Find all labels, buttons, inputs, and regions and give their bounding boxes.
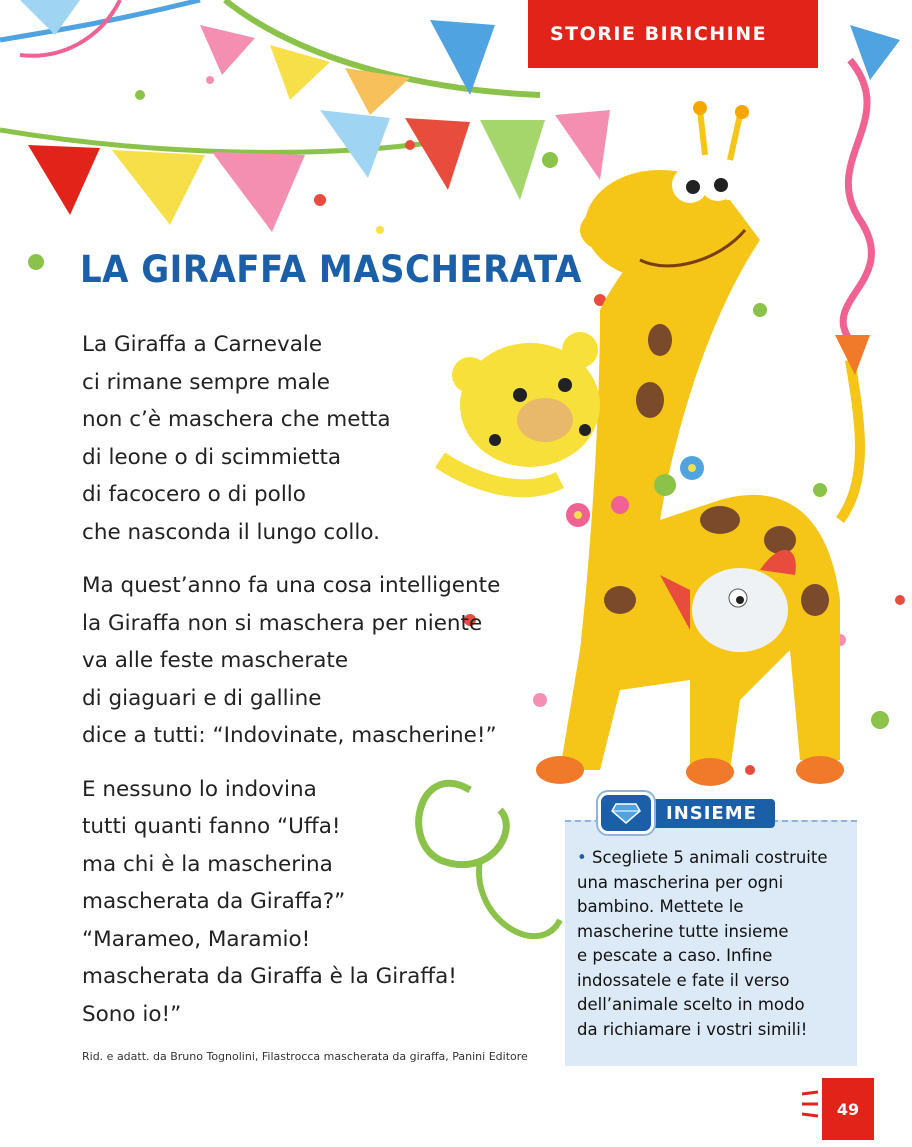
poem-stanza [82, 567, 562, 755]
poem-line: La Giraffa a Carnevale [82, 332, 323, 357]
page-number-label: 49 [836, 1099, 860, 1119]
poem-line: di facocero o di pollo [82, 482, 306, 507]
page-marks-icon [800, 1090, 820, 1120]
poem-line: la Giraffa non si maschera per niente [82, 610, 483, 636]
activity-line: una mascherina per ogni [577, 872, 784, 892]
poem-line: di leone o di scimmietta [82, 444, 342, 470]
poem-line: Ma quest’anno fa una cosa intelligente [82, 573, 501, 598]
page-title: LA GIRAFFA MASCHERATA [80, 248, 582, 291]
poem-stanza [82, 771, 562, 1034]
activity-line: e pescate a caso. Infine [577, 946, 773, 965]
gem-icon [598, 792, 654, 834]
activity-line: mascherine tutte insieme [577, 921, 789, 941]
giraffe-illustration [536, 101, 870, 786]
activity-header [598, 796, 775, 830]
activity-line: • Scegliete 5 animali costruite [577, 848, 828, 867]
poem-line: E nessuno lo indovina [82, 776, 317, 802]
poem-line: mascherata da Giraffa è la Giraffa! [82, 964, 457, 989]
poem-line: che nasconda il lungo collo. [82, 519, 380, 545]
section-label: STORIE BIRICHINE [550, 23, 768, 45]
page-number [822, 1078, 874, 1140]
poem-line: ci rimane sempre male [82, 369, 331, 395]
poem-line: dice a tutti: “Indovinate, mascherine!” [82, 723, 497, 748]
section-tab [528, 0, 818, 68]
activity-line: bambino. Mettete le [577, 897, 744, 916]
poem-stanza [82, 326, 562, 551]
activity-text [577, 846, 847, 1042]
poem-line: “Marameo, Maramio! [82, 926, 311, 952]
poem-line: mascherata da Giraffa?” [82, 889, 346, 914]
bullet-icon: • [577, 848, 587, 867]
activity-label: INSIEME [650, 799, 775, 828]
poem [82, 326, 562, 1049]
poem-line: va alle feste mascherate [82, 648, 349, 673]
poem-line: ma chi è la mascherina [82, 851, 333, 877]
poem-line: Sono io!” [82, 1001, 182, 1027]
activity-line: indossatele e fate il verso [577, 970, 790, 990]
poem-line: non c’è maschera che metta [82, 407, 391, 432]
activity-line: da richiamare i vostri simili! [577, 1019, 808, 1039]
activity-line: dell’animale scelto in modo [577, 995, 805, 1014]
poem-line: tutti quanti fanno “Uffa! [82, 814, 341, 839]
poem-line: di giaguari e di galline [82, 685, 322, 711]
source-credit: Rid. e adatt. da Bruno Tognolini, Filastrocca mascherata da giraffa, Panini Editore [82, 1050, 528, 1063]
